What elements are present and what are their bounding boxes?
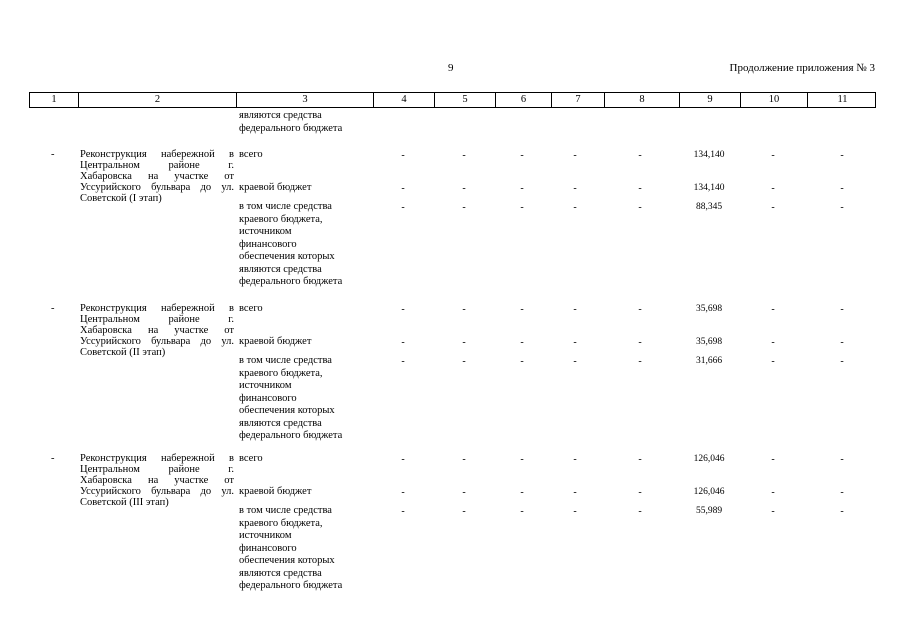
table-cell-value: - [573,337,577,348]
table-cell-value: - [840,150,844,161]
table-cell-value: - [462,356,466,367]
row-marker: - [51,453,55,464]
table-cell-value: - [573,304,577,315]
table-cell-value: - [573,356,577,367]
table-cell-value: - [771,304,775,315]
table-cell-value: - [840,337,844,348]
carry-over-text: являются средства федерального бюджета [239,110,343,134]
column-header-3: 3 [237,93,374,107]
table-cell-value: - [462,150,466,161]
table-cell-value: - [573,506,577,517]
table-cell-value: - [462,487,466,498]
table-cell-value: - [520,183,524,194]
continuation-note: Продолжение приложения № 3 [729,62,875,74]
table-cell-value: - [638,506,642,517]
table-cell-value: - [638,202,642,213]
table-cell-value: 55,989 [695,506,723,516]
table-cell-value: - [840,356,844,367]
table-cell-value: - [401,337,405,348]
table-header [29,92,876,108]
column-header-10: 10 [741,93,808,107]
table-cell-value: - [573,183,577,194]
column-header-11: 11 [837,94,848,105]
table-cell-value: - [401,304,405,315]
table-cell-value: - [638,150,642,161]
table-cell-value: - [771,202,775,213]
table-cell-value: - [840,304,844,315]
project-description: Реконструкция набережной в Центральном районе г. Хабаровска на участке от Уссурийского бульвара до ул. Советской (I этап) [80,149,234,204]
funding-source-label: в том числе средства краевого бюджета, источником финансового обеспечения которых являются средства федерального бюджета [239,201,343,287]
table-cell-value: 35,698 [695,337,723,347]
table-cell-value: - [401,356,405,367]
table-cell-value: - [840,454,844,465]
table-cell-value: - [401,150,405,161]
table-cell-value: - [771,454,775,465]
column-header-5: 5 [435,93,496,107]
table-cell-value: - [462,454,466,465]
table-cell-value: - [638,183,642,194]
table-cell-value: - [638,454,642,465]
table-cell-value: - [520,337,524,348]
table-cell-value: - [520,454,524,465]
table-cell-value: - [771,487,775,498]
table-cell-value: - [638,304,642,315]
table-cell-value: 126,046 [693,454,725,464]
table-cell-value: 88,345 [695,202,723,212]
table-cell-value: - [573,454,577,465]
table-cell-value: 35,698 [695,304,723,314]
table-cell-value: - [840,183,844,194]
table-cell-value: - [520,150,524,161]
project-description: Реконструкция набережной в Центральном районе г. Хабаровска на участке от Уссурийского бульвара до ул. Советской (III этап) [80,453,234,508]
table-cell-value: - [401,202,405,213]
column-header-6: 6 [496,93,552,107]
table-cell-value: 31,666 [695,356,723,366]
funding-source-label: краевой бюджет [239,486,312,497]
column-header-2: 2 [79,93,237,107]
table-cell-value: - [638,487,642,498]
table-cell-value: - [401,454,405,465]
table-cell-value: - [771,150,775,161]
table-cell-value: - [462,183,466,194]
table-cell-value: - [638,356,642,367]
table-cell-value: - [573,150,577,161]
page-number: 9 [448,62,454,74]
table-cell-value: - [840,202,844,213]
table-cell-value: - [771,183,775,194]
table-cell-value: - [520,202,524,213]
table-cell-value: - [401,487,405,498]
table-cell-value: - [462,506,466,517]
funding-source-label: в том числе средства краевого бюджета, источником финансового обеспечения которых являются средства федерального бюджета [239,505,343,591]
funding-source-label: краевой бюджет [239,336,312,347]
table-cell-value: - [462,304,466,315]
table-cell-value: - [638,337,642,348]
table-cell-value: - [401,506,405,517]
table-cell-value: - [520,304,524,315]
table-cell-value: - [771,506,775,517]
funding-source-label: в том числе средства краевого бюджета, источником финансового обеспечения которых являются средства федерального бюджета [239,355,343,441]
project-description: Реконструкция набережной в Центральном районе г. Хабаровска на участке от Уссурийского бульвара до ул. Советской (II этап) [80,303,234,358]
funding-source-label: всего [239,303,263,314]
table-cell-value: - [520,506,524,517]
funding-source-label: всего [239,149,263,160]
table-cell-value: 126,046 [693,487,725,497]
table-cell-value: - [771,337,775,348]
column-header-9: 9 [680,93,741,107]
table-cell-value: - [462,337,466,348]
column-header-7: 7 [552,93,605,107]
funding-source-label: всего [239,453,263,464]
table-cell-value: - [573,202,577,213]
column-header-4: 4 [374,93,435,107]
table-cell-value: 134,140 [693,150,725,160]
table-cell-value: - [401,183,405,194]
table-cell-value: - [771,356,775,367]
row-marker: - [51,149,55,160]
table-cell-value: - [840,487,844,498]
column-header-1: 1 [30,93,79,107]
funding-source-label: краевой бюджет [239,182,312,193]
table-cell-value: - [520,356,524,367]
table-cell-value: - [840,506,844,517]
table-cell-value: - [573,487,577,498]
table-cell-value: - [462,202,466,213]
table-cell-value: - [520,487,524,498]
table-cell-value: 134,140 [693,183,725,193]
row-marker: - [51,303,55,314]
column-header-8: 8 [605,93,680,107]
